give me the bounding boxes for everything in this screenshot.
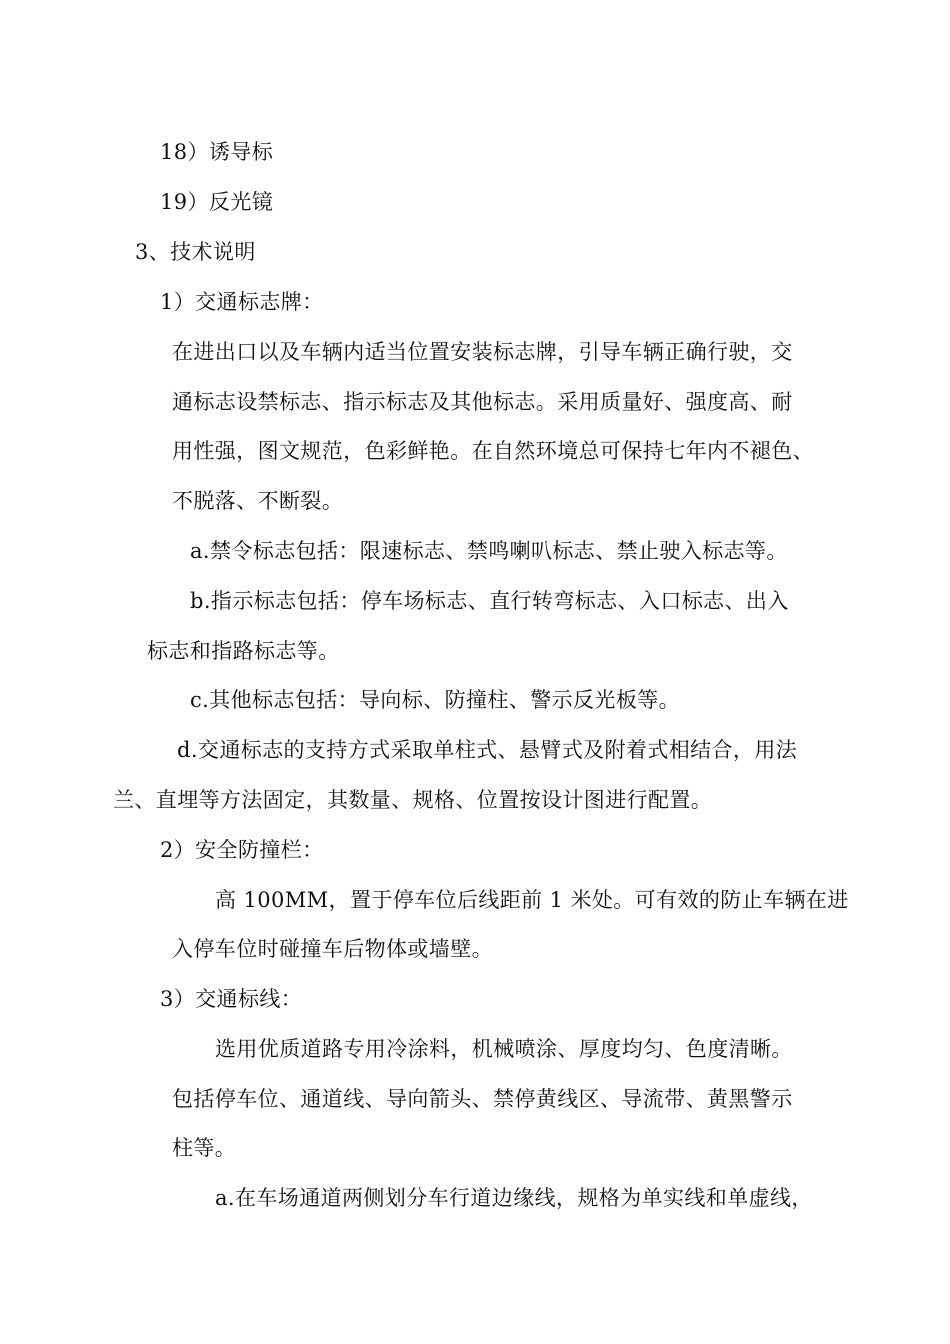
paragraph-line: 兰、直埋等方法固定，其数量、规格、位置按设计图进行配置。: [113, 788, 713, 812]
list-item-a: a.禁令标志包括：限速标志、禁鸣喇叭标志、禁止驶入标志等。: [190, 539, 788, 563]
list-item-c: c.其他标志包括：导向标、防撞柱、警示反光板等。: [190, 688, 681, 712]
list-item-d: d.交通标志的支持方式采取单柱式、悬臂式及附着式相结合，用法: [177, 738, 798, 762]
paragraph-line: 入停车位时碰撞车后物体或墙壁。: [172, 937, 493, 961]
subsection-heading-2: 2）安全防撞栏：: [160, 838, 324, 862]
subsection-heading-3: 3）交通标线：: [160, 987, 303, 1011]
section-heading: 3、技术说明: [135, 240, 256, 264]
paragraph-line: 标志和指路标志等。: [147, 639, 340, 663]
paragraph-line: 柱等。: [172, 1136, 237, 1160]
list-item-a: a.在车场通道两侧划分车行道边缘线，规格为单实线和单虚线，: [215, 1186, 813, 1210]
paragraph-line: 通标志设禁标志、指示标志及其他标志。采用质量好、强度高、耐: [172, 390, 793, 414]
paragraph-line: 用性强，图文规范，色彩鲜艳。在自然环境总可保持七年内不褪色、: [172, 439, 814, 463]
paragraph-line: 不脱落、不断裂。: [172, 489, 344, 513]
paragraph-line: 高 100MM，置于停车位后线距前 1 米处。可有效的防止车辆在进: [215, 888, 849, 912]
paragraph-line: 选用优质道路专用冷涂料，机械喷涂、厚度均匀、色度清晰。: [215, 1037, 793, 1061]
paragraph-line: 在进出口以及车辆内适当位置安装标志牌，引导车辆正确行驶，交: [172, 340, 793, 364]
list-item-18: 18）诱导标: [160, 140, 274, 164]
paragraph-line: 包括停车位、通道线、导向箭头、禁停黄线区、导流带、黄黑警示: [172, 1087, 793, 1111]
list-item-19: 19）反光镜: [160, 190, 274, 214]
list-item-b: b.指示标志包括：停车场标志、直行转弯标志、入口标志、出入: [190, 589, 789, 613]
subsection-heading-1: 1）交通标志牌：: [160, 290, 324, 314]
